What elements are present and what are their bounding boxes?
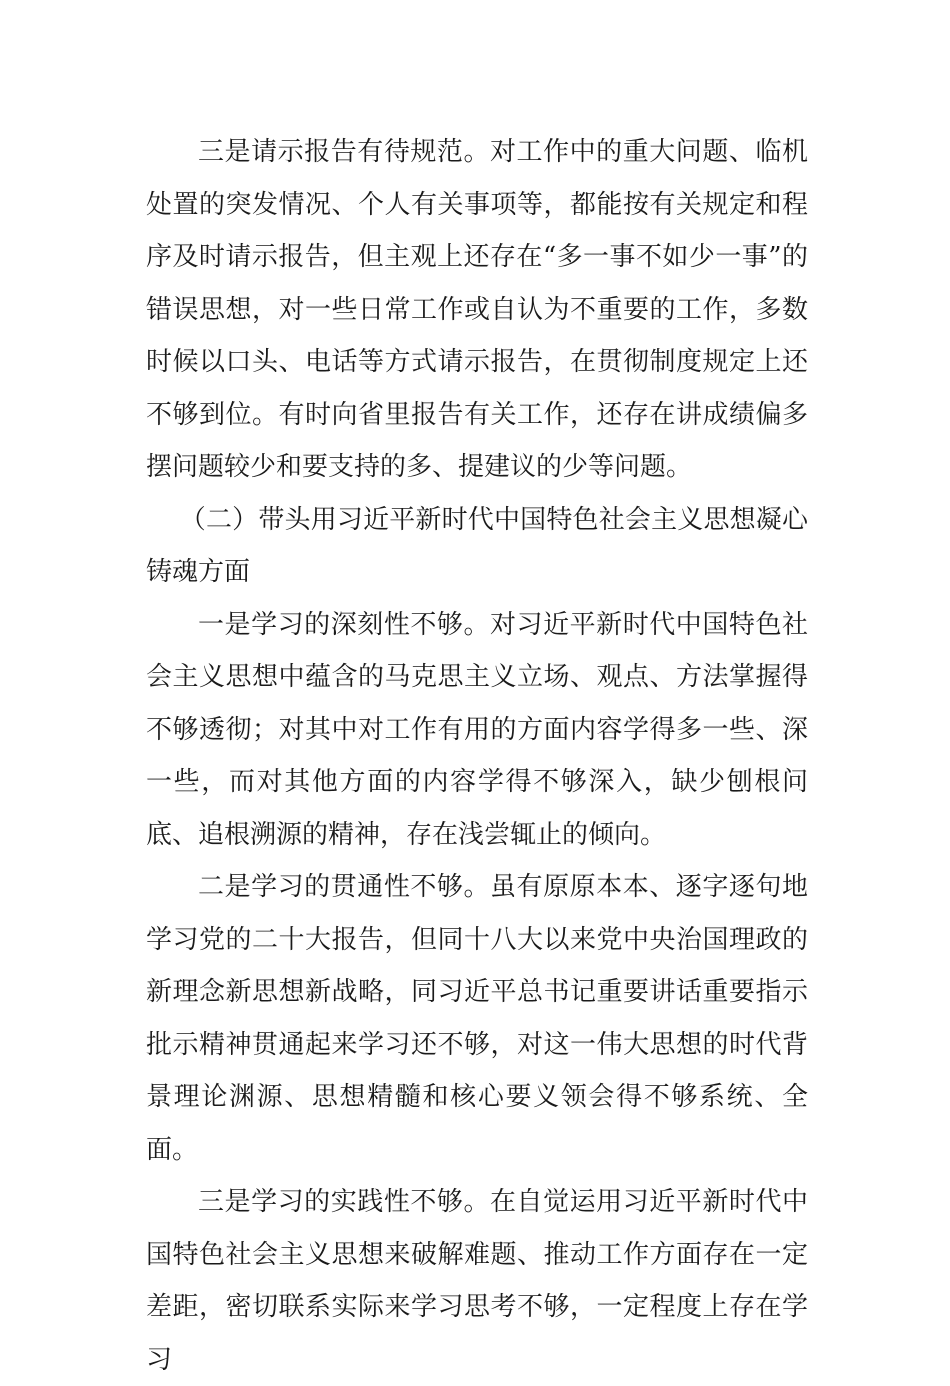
paragraph-study-practice: 三是学习的实践性不够。在自觉运用习近平新时代中国特色社会主义思想来破解难题、推动工作方面存在一定差距，密切联系实际来学习思考不够，一定程度上存在学习: [146, 1187, 808, 1375]
paragraph-study-depth: 一是学习的深刻性不够。对习近平新时代中国特色社会主义思想中蕴含的马克思主义立场、观点、方法掌握得不够透彻；对其中对工作有用的方面内容学得多一些、深一些，而对其他方面的内容学得不够深入，缺少刨根问底、追根溯源的精神，存在浅尝辄止的倾向。: [146, 609, 808, 850]
paragraph-study-coherence: 二是学习的贯通性不够。虽有原原本本、逐字逐句地学习党的二十大报告，但同十八大以来党中央治国理政的新理念新思想新战略，同习近平总书记重要讲话重要指示批示精神贯通起来学习还不够，对这一伟大思想的时代背景理论渊源、思想精髓和核心要义领会得不够系统、全面。: [146, 872, 808, 1165]
document-body: [146, 126, 808, 1386]
section-heading-2: （二）带头用习近平新时代中国特色社会主义思想凝心铸魂方面: [146, 504, 808, 587]
paragraph-reporting-standards: 三是请示报告有待规范。对工作中的重大问题、临机处置的突发情况、个人有关事项等，都能按有关规定和程序及时请示报告，但主观上还存在“多一事不如少一事”的错误思想，对一些日常工作或自认为不重要的工作，多数时候以口头、电话等方式请示报告，在贯彻制度规定上还不够到位。有时向省里报告有关工作，还存在讲成绩偏多摆问题较少和要支持的多、提建议的少等问题。: [146, 137, 808, 482]
